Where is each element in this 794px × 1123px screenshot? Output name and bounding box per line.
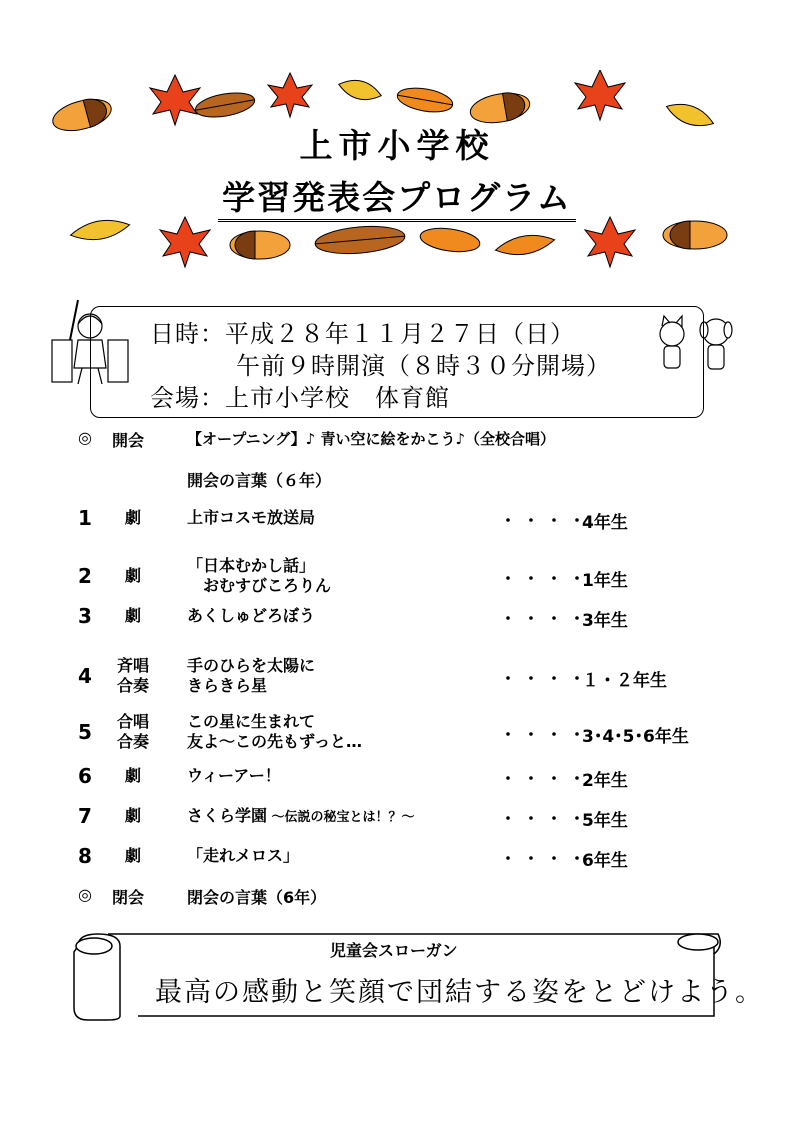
- leader-dots: ・・・・: [500, 511, 593, 530]
- closing-category: 閉会: [112, 888, 145, 907]
- program-item-number: 3: [78, 604, 92, 628]
- category-label: 劇: [124, 566, 141, 585]
- category-label: 劇: [124, 508, 141, 527]
- category-label-2: 合奏: [116, 732, 149, 751]
- title-line: 「走れメロス」: [187, 846, 300, 865]
- category-label: 劇: [124, 806, 141, 825]
- title-line-2: 友よ～この先もずっと…: [187, 732, 363, 751]
- title-line-2: きらきら星: [187, 676, 268, 695]
- program-item-category: [112, 846, 154, 866]
- category-label: 劇: [124, 846, 141, 865]
- program-title: 学習発表会プログラム: [0, 172, 794, 219]
- program-item-number: 6: [78, 764, 92, 788]
- program-item-category: [112, 606, 154, 626]
- program-item-category: [112, 766, 154, 786]
- program-item-category: [112, 806, 154, 826]
- program-item-number: 7: [78, 804, 92, 828]
- title-line: 「日本むかし話」: [187, 556, 316, 575]
- event-venue: 会場：上市小学校 体育館: [150, 384, 450, 412]
- opening-mark: ◎: [78, 428, 92, 447]
- event-date: 日時：平成２８年１１月２７日（日）: [150, 320, 575, 348]
- leader-dots: ・・・・: [500, 609, 593, 628]
- program-item-grade: 3年生: [582, 611, 628, 631]
- leader-dots: ・・・・: [500, 849, 593, 868]
- opening-category: 開会: [112, 431, 145, 450]
- title-subtitle: ～伝説の秘宝とは！？～: [267, 810, 415, 825]
- school-name: 上市小学校: [299, 126, 495, 165]
- program-item-grade: 4年生: [582, 513, 628, 533]
- program-item-grade: 1年生: [582, 571, 628, 591]
- program-item-number: 1: [78, 506, 92, 530]
- program-item-title: [187, 656, 315, 696]
- program-item-grade: 3･4･5･6年生: [582, 727, 689, 747]
- program-item-category: [112, 656, 154, 696]
- program-item-title: [187, 508, 315, 528]
- program-item-title: [187, 606, 315, 626]
- leader-dots: ・・・・: [500, 569, 593, 588]
- leader-dots: ・・・・: [500, 809, 593, 828]
- program-item-grade: １・２年生: [582, 671, 667, 691]
- program-item-category: [112, 508, 154, 528]
- title-line: あくしゅどろぼう: [187, 606, 316, 625]
- opening-speech: 開会の言葉（６年）: [187, 471, 332, 490]
- program-item-title: [187, 846, 299, 866]
- event-time: 午前９時開演（８時３０分開場）: [236, 352, 611, 380]
- slogan-text: 最高の感動と笑顔で団結する姿をとどけよう。: [155, 977, 764, 1008]
- slogan-label: 児童会スローガン: [330, 941, 458, 960]
- closing-mark: ◎: [78, 885, 92, 904]
- category-label-2: 合奏: [116, 676, 149, 695]
- program-item-grade: 2年生: [582, 771, 628, 791]
- program-item-category: [112, 712, 154, 752]
- program-item-number: 8: [78, 844, 92, 868]
- title-line: ウィーアー！: [187, 766, 281, 785]
- opening-title: 【オープニング】♪ 青い空に絵をかこう♪（全校合唱）: [187, 430, 556, 448]
- category-label: 斉唱: [116, 656, 149, 675]
- category-label: 合唱: [116, 712, 149, 731]
- title-line-2: おむすびころりん: [187, 576, 332, 595]
- program-item-grade: 5年生: [582, 811, 628, 831]
- program-item-number: 4: [78, 664, 92, 688]
- leader-dots: ・・・・: [500, 669, 593, 688]
- program-item-number: 5: [78, 720, 92, 744]
- category-label: 劇: [124, 766, 141, 785]
- program-item-number: 2: [78, 564, 92, 588]
- title-line: さくら学園: [187, 806, 268, 825]
- program-item-title: [187, 556, 331, 596]
- title-line: この星に生まれて: [187, 712, 316, 731]
- closing-speech: 閉会の言葉（6年）: [187, 888, 327, 907]
- title-line: 手のひらを太陽に: [187, 656, 316, 675]
- program-item-title: [187, 806, 415, 828]
- program-item-grade: 6年生: [582, 851, 628, 871]
- category-label: 劇: [124, 606, 141, 625]
- title-line: 上市コスモ放送局: [187, 508, 316, 527]
- program-item-title: [187, 712, 362, 752]
- program-item-category: [112, 566, 154, 586]
- leader-dots: ・・・・: [500, 725, 593, 744]
- leader-dots: ・・・・: [500, 769, 593, 788]
- program-item-title: [187, 766, 281, 786]
